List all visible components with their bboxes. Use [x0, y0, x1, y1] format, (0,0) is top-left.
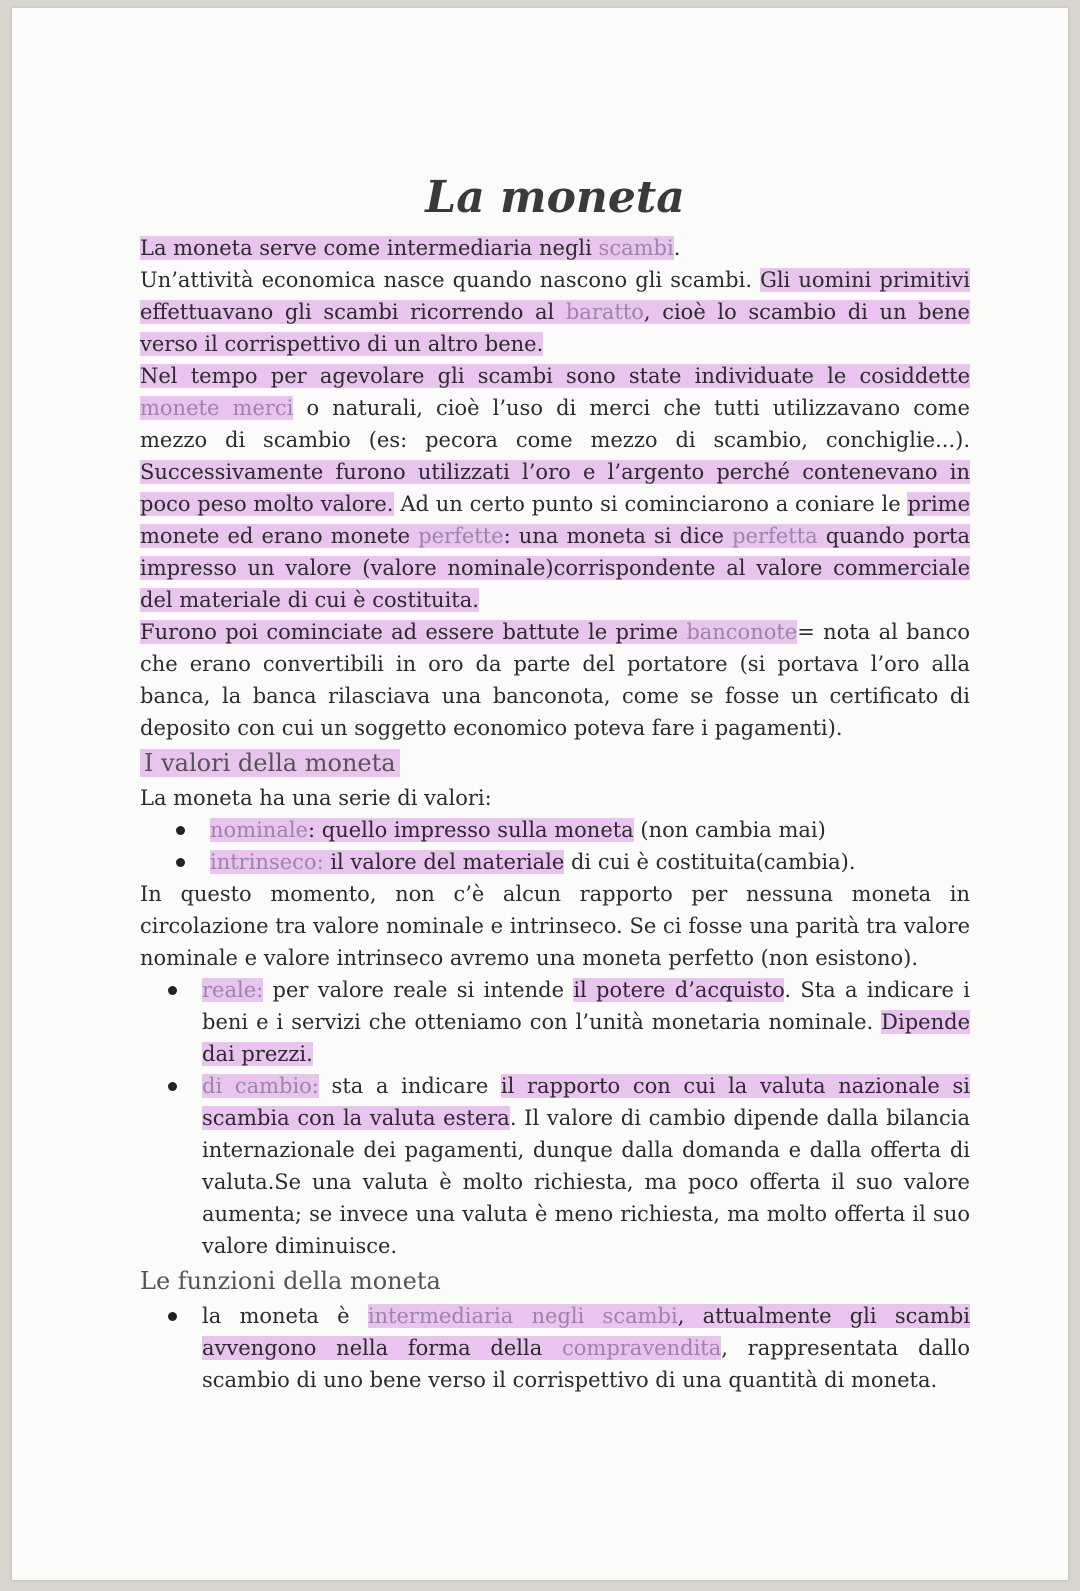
text: sta a indicare	[318, 1074, 501, 1098]
text: o naturali, cioè l’uso di merci che tutti utilizzavano come mezzo di scambio	[140, 396, 970, 452]
values-paragraph: In questo momento, non c’è alcun rapporto per nessuna moneta in circolazione tra valore nominale e intrinseco. Se ci fosse una parità tra valore nominale e valore intrinseco avremo una moneta perfetto (non esistono).	[140, 882, 970, 970]
section-heading-functions: Le funzioni della moneta	[140, 1267, 441, 1295]
highlight: Successivamente furono utilizzati l’oro e l’argento perché contenevano in poco peso molto valore.	[140, 460, 970, 516]
highlight-term: perfette	[418, 524, 504, 548]
values-list-1	[140, 814, 970, 878]
highlight: il valore del materiale	[323, 850, 565, 874]
intro-paragraph-3	[140, 360, 970, 616]
values-lead: La moneta ha una serie di valori:	[140, 786, 492, 810]
highlight-term: reale:	[202, 978, 264, 1002]
highlight: Nel tempo per agevolare gli scambi sono state individuate le cosiddette	[140, 364, 970, 388]
document-body	[140, 168, 970, 1396]
highlight-term: compravendita	[562, 1336, 722, 1360]
highlight: : quello impresso sulla moneta	[308, 818, 634, 842]
section-heading-values	[140, 746, 970, 780]
highlight: Gli uomini primitivi effettuavano gli scambi ricorrendo al	[140, 268, 970, 324]
text: Ad un certo punto si cominciarono a coniare le	[393, 492, 908, 516]
highlight-term: scambi	[598, 236, 674, 260]
highlight: quando porta impresso un valore (valore nominale)corrispondente al valore commerciale del materiale di cui è costituita.	[140, 524, 970, 612]
list-item	[202, 1300, 970, 1396]
text: , rappresentata dallo scambio di uno bene verso il corrispettivo di una quantità di moneta.	[202, 1336, 970, 1392]
highlight: , cioè lo scambio di un bene verso il corrispettivo di un altro bene.	[140, 300, 970, 356]
highlight: La moneta serve come intermediaria negli	[140, 236, 599, 260]
highlight: Dipende dai prezzi.	[202, 1010, 970, 1066]
list-item	[202, 974, 970, 1070]
highlight: il potere d’acquisto	[573, 978, 785, 1002]
text: . Il valore di cambio dipende dalla bilancia internazionale dei pagamenti, dunque dalla domanda e dalla offerta di valuta.Se una valuta è molto richiesta, ma poco offerta il suo valore aumenta; se invece una valuta è meno richiesta, ma molto offerta il suo valore diminuisce.	[202, 1106, 970, 1258]
highlight-term: baratto	[565, 300, 644, 324]
page-title: La moneta	[425, 172, 685, 223]
list-item	[210, 814, 970, 846]
highlight: prime monete ed erano monete	[140, 492, 971, 548]
highlight-term: di cambio:	[202, 1074, 319, 1098]
highlight-term: nominale	[210, 818, 308, 842]
text: di cui è costituita(cambia).	[564, 850, 856, 874]
text: .	[673, 236, 681, 260]
functions-list	[140, 1300, 970, 1396]
highlight: , attualmente gli scambi avvengono nella forma della	[202, 1304, 970, 1360]
highlight-term: intrinseco:	[210, 850, 324, 874]
heading-text: I valori della moneta	[140, 749, 400, 777]
text: . Sta a indicare i beni e i servizi che otteniamo con l’unità monetaria nominale.	[202, 978, 970, 1034]
highlight-term: intermediaria negli scambi	[367, 1304, 678, 1328]
text: = nota al banco che erano convertibili in oro da parte del portatore (si portava l’oro alla banca, la banca rilasciava una banconota, come se fosse un certificato di deposito con cui un soggetto economico poteva fare i pagamenti).	[140, 620, 970, 740]
highlight-term: perfetta	[732, 524, 818, 548]
highlight-term: monete merci	[140, 396, 294, 420]
highlight: Furono poi cominciate ad essere battute le prime	[140, 620, 687, 644]
text: per valore reale si intende	[263, 978, 574, 1002]
values-list-2	[140, 974, 970, 1262]
highlight: il rapporto con cui la valuta nazionale si scambia con la valuta estera	[202, 1074, 971, 1130]
paper-sheet	[12, 8, 1068, 1580]
highlight-term: banconote	[686, 620, 798, 644]
text: (es: pecora come mezzo di scambio, conchiglie...).	[350, 428, 970, 452]
intro-paragraph-1	[140, 232, 970, 264]
intro-paragraph-4	[140, 616, 970, 744]
list-item	[210, 846, 970, 878]
text: (non cambia mai)	[633, 818, 826, 842]
list-item	[202, 1070, 970, 1262]
text: la moneta è	[202, 1304, 368, 1328]
intro-paragraph-2	[140, 264, 970, 360]
highlight: : una moneta si dice	[503, 524, 733, 548]
text: Un’attività economica nasce quando nascono gli scambi.	[140, 268, 761, 292]
